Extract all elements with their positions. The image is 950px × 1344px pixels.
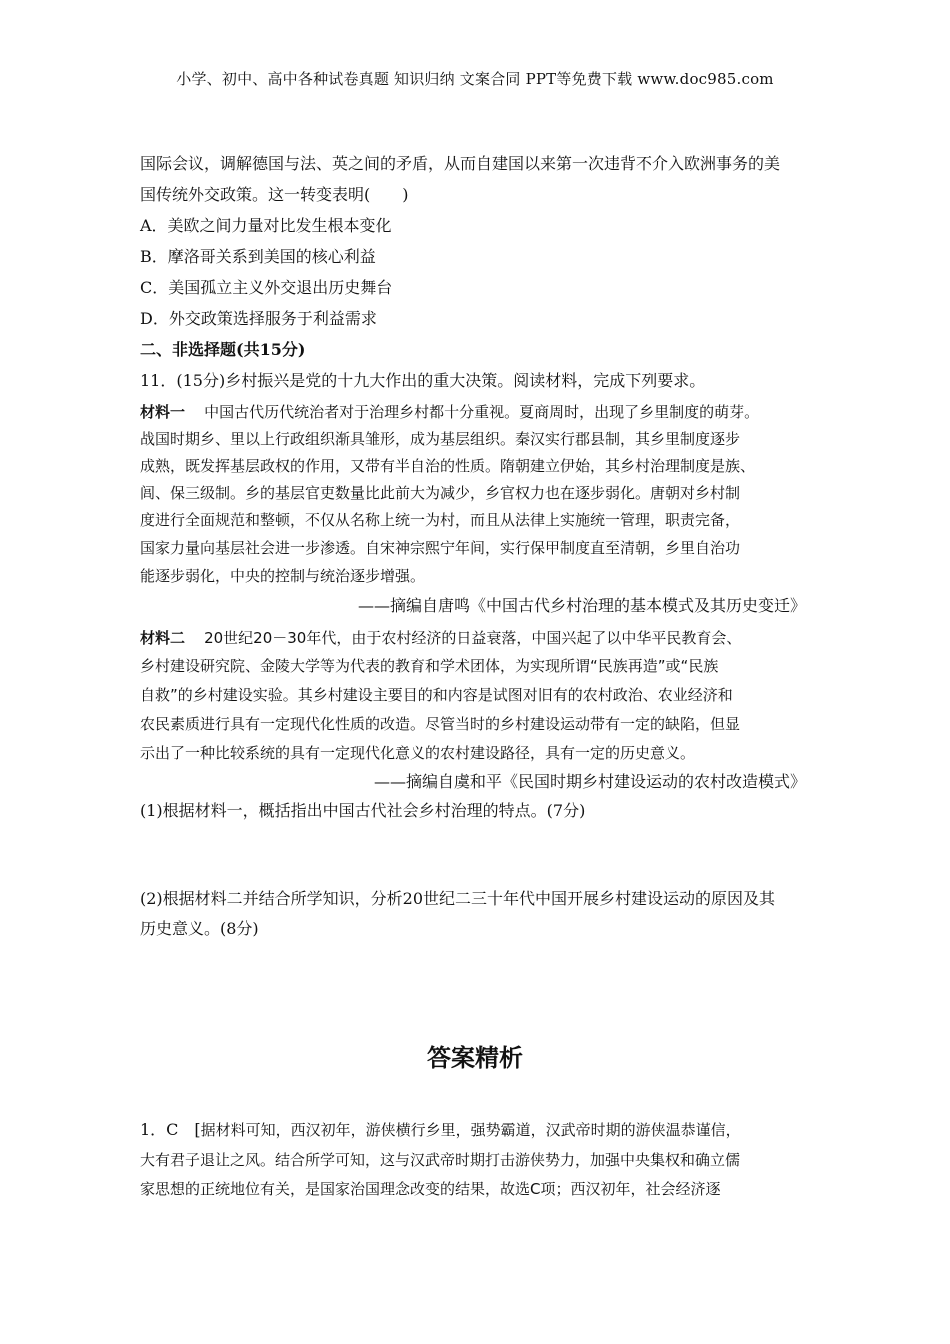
q11-stem: 11．(15分)乡村振兴是党的十九大作出的重大决策。阅读材料，完成下列要求。 [140,371,706,390]
answer1-line-1 [140,1120,741,1140]
answer1-line-2: 大有君子退让之风。结合所学可知，这与汉武帝时期打击游侠势力，加强中央集权和确立儒 [140,1151,741,1169]
answer1-line-3: 家思想的正统地位有关，是国家治国理念改变的结果，故选C项；西汉初年，社会经济逐 [140,1180,721,1198]
material1-line-7: 能逐步弱化，中央的控制与统治逐步增强。 [140,567,426,585]
material1-label: 材料一 [140,403,186,421]
q10-option-d: D．外交政策选择服务于利益需求 [140,309,377,328]
q10-option-a: A．美欧之间力量对比发生根本变化 [140,216,392,235]
material1-text: 中国古代历代统治者对于治理乡村都十分重视。夏商周时，出现了乡里制度的萌芽。 [204,403,760,421]
material1-line-2: 战国时期乡、里以上行政组织渐具雏形，成为基层组织。秦汉实行郡县制，其乡里制度逐步 [140,430,741,448]
q10-text-line-1: 国际会议，调解德国与法、英之间的矛盾，从而自建国以来第一次违背不介入欧洲事务的美 [140,154,781,173]
q10-text-line-2: 国传统外交政策。这一转变表明( ) [140,185,409,204]
material1-line-4: 闾、保三级制。乡的基层官吏数量比此前大为减少，乡官权力也在逐步弱化。唐朝对乡村制 [140,484,741,502]
answer1-text: 据材料可知，西汉初年，游侠横行乡里，强势霸道，汉武帝时期的游侠温恭谨信， [200,1121,741,1139]
material1-line-1 [140,402,759,422]
sub-question-2-line-2: 历史意义。(8分) [140,919,259,938]
material2-line-4: 农民素质进行具有一定现代化性质的改造。尽管当时的乡村建设运动带有一定的缺陷，但显 [140,715,741,733]
material2-text: 20世纪20－30年代，由于农村经济的日益衰落，中国兴起了以中华平民教育会、 [204,629,742,647]
answer1-lead: 1．C [ [140,1120,201,1139]
answer-title: 答案精析 [427,1044,523,1072]
material2-source: ——摘编自虞和平《民国时期乡村建设运动的农村改造模式》 [373,772,806,791]
material2-line-5: 示出了一种比较系统的具有一定现代化意义的农村建设路径，具有一定的历史意义。 [140,744,696,762]
material1-line-6: 国家力量向基层社会进一步渗透。自宋神宗熙宁年间，实行保甲制度直至清朝，乡里自治功 [140,539,741,557]
sub-question-1: (1)根据材料一，概括指出中国古代社会乡村治理的特点。(7分) [140,801,586,820]
material2-line-3: 自救”的乡村建设实验。其乡村建设主要目的和内容是试图对旧有的农村政治、农业经济和 [140,686,733,704]
section-heading: 二、非选择题(共15分) [140,340,306,359]
material2-label: 材料二 [140,629,186,647]
material2-line-2: 乡村建设研究院、金陵大学等为代表的教育和学术团体，为实现所谓“民族再造”或“民族 [140,657,719,675]
q10-option-c: C．美国孤立主义外交退出历史舞台 [140,278,393,297]
material2-line-1 [140,628,741,648]
sub-question-2-line-1: (2)根据材料二并结合所学知识，分析20世纪二三十年代中国开展乡村建设运动的原因及其 [140,889,776,908]
material1-line-3: 成熟，既发挥基层政权的作用，又带有半自治的性质。隋朝建立伊始，其乡村治理制度是族、 [140,457,756,475]
q10-option-b: B．摩洛哥关系到美国的核心利益 [140,247,376,266]
site-header: 小学、初中、高中各种试卷真题 知识归纳 文案合同 PPT等免费下载 www.doc985.com [176,70,774,88]
material1-line-5: 度进行全面规范和整顿，不仅从名称上统一为村，而且从法律上实施统一管理，职责完备， [140,511,741,529]
material1-source: ——摘编自唐鸣《中国古代乡村治理的基本模式及其历史变迁》 [357,596,806,615]
